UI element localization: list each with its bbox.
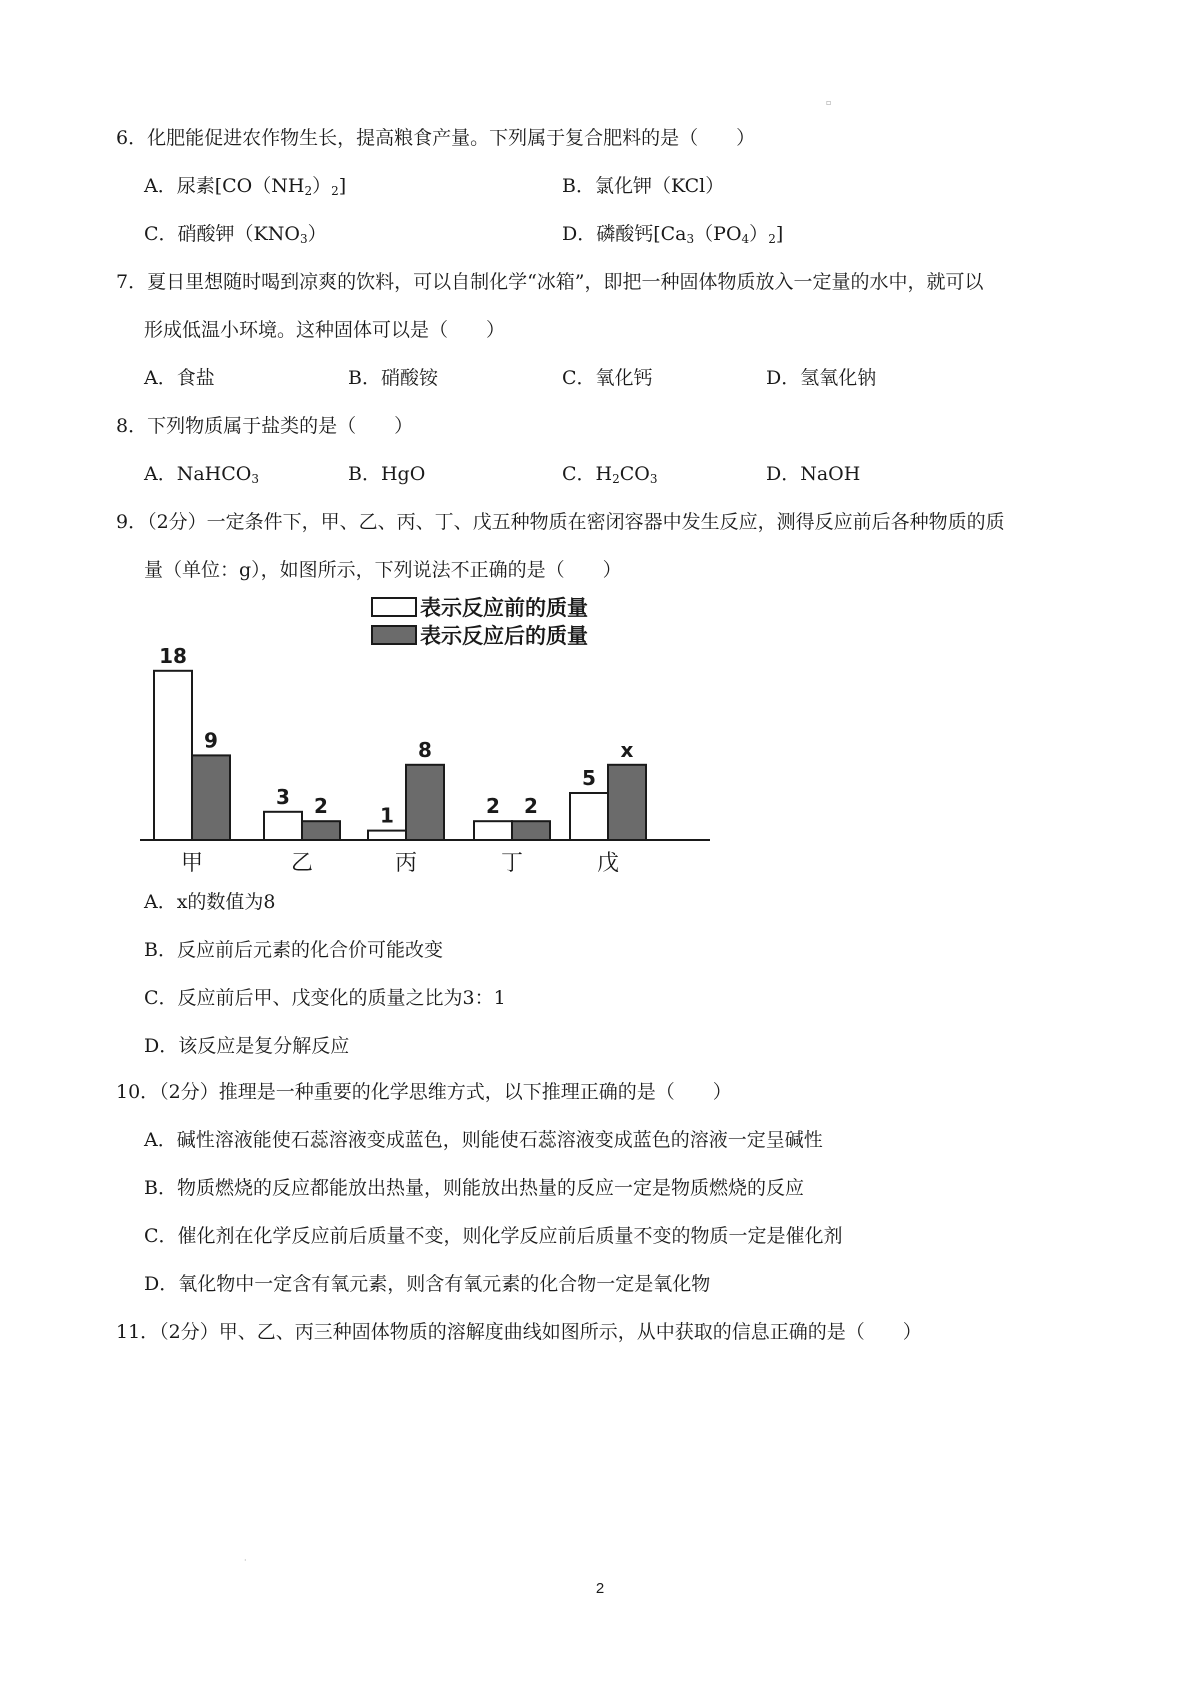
question-10-option-d: D．氧化物中一定含有氧元素，则含有氧元素的化合物一定是氧化物 [144,1273,711,1295]
question-9-option-b: B．反应前后元素的化合价可能改变 [144,939,443,961]
bar-before-3 [474,821,512,840]
question-8-option-b: B．HgO [348,463,426,485]
question-8-option-d: D．NaOH [766,463,861,485]
question-9-option-c: C．反应前后甲、戊变化的质量之比为3：1 [144,987,506,1009]
legend-label-0: 表示反应前的质量 [420,596,588,620]
bar-after-0 [192,755,230,840]
category-label-0: 甲 [180,851,204,876]
question-9-option-d: D．该反应是复分解反应 [144,1035,350,1057]
question-9-stem-line1: 9．（2分）一定条件下，甲、乙、丙、丁、戊五种物质在密闭容器中发生反应，测得反应前后各种物质的质 [116,511,1005,533]
bar-before-1 [264,812,302,840]
question-10-stem: 10．（2分）推理是一种重要的化学思维方式，以下推理正确的是（ ） [116,1081,732,1103]
mass-bar-chart [140,592,720,876]
bar-label-before-3: 2 [486,794,500,819]
question-7-option-c: C．氧化钙 [562,367,653,389]
question-10-option-a: A．碱性溶液能使石蕊溶液变成蓝色，则能使石蕊溶液变成蓝色的溶液一定呈碱性 [144,1129,823,1151]
category-label-3: 丁 [500,851,524,876]
chart-legend [372,596,588,648]
question-11-stem: 11．（2分）甲、乙、丙三种固体物质的溶解度曲线如图所示，从中获取的信息正确的是（ ） [116,1321,922,1343]
bar-before-0 [154,671,192,840]
category-label-1: 乙 [290,851,314,876]
bar-before-4 [570,793,608,840]
page-number: 2 [595,1580,605,1597]
category-label-2: 丙 [394,851,418,876]
question-7-stem-line2: 形成低温小环境。这种固体可以是（ ） [144,319,506,341]
question-7-stem-line1: 7．夏日里想随时喝到凉爽的饮料，可以自制化学“冰箱”，即把一种固体物质放入一定量的水中，就可以 [116,271,984,293]
chart-bars [154,671,646,840]
question-9-stem-line2: 量（单位：g），如图所示，下列说法不正确的是（ ） [144,559,622,581]
question-8-option-a: A．NaHCO$_3$ [144,463,259,486]
question-8-stem: 8．下列物质属于盐类的是（ ） [116,415,414,437]
question-6-option-b: B．氯化钾（KCl） [562,175,725,197]
scan-mark: · [244,1556,247,1565]
category-label-4: 戊 [596,851,620,876]
bar-label-before-1: 3 [276,784,290,809]
legend-swatch-1 [372,626,416,644]
question-7-option-b: B．硝酸铵 [348,367,438,389]
bar-label-after-2: 8 [418,737,432,762]
question-6-stem: 6．化肥能促进农作物生长，提高粮食产量。下列属于复合肥料的是（ ） [116,127,756,149]
bar-before-2 [368,831,406,840]
bar-label-after-1: 2 [314,794,328,819]
bar-label-before-2: 1 [380,803,394,828]
bar-label-before-4: 5 [582,766,596,790]
question-6-option-d: D．磷酸钙$[Ca_3(PO_4)_2]$ [562,223,784,246]
question-8-option-c: C．$H_2CO_3$ [562,463,658,486]
legend-label-1: 表示反应后的质量 [420,624,588,648]
question-7-option-a: A．食盐 [144,367,215,389]
bar-after-4 [608,765,646,840]
bar-label-after-3: 2 [524,794,538,819]
scan-mark: ▫ [826,98,832,107]
bar-label-after-4: x [620,737,634,762]
question-9-option-a: A．x的数值为8 [144,891,276,913]
bar-label-after-0: 9 [204,728,218,753]
bar-after-3 [512,821,550,840]
bar-after-2 [406,765,444,840]
question-7-option-d: D．氢氧化钠 [766,367,877,389]
question-6-option-a: A．尿素$[CO(NH_2)_2]$ [144,175,347,198]
bar-label-before-0: 18 [159,643,187,668]
bar-after-1 [302,821,340,840]
question-10-option-b: B．物质燃烧的反应都能放出热量，则能放出热量的反应一定是物质燃烧的反应 [144,1177,804,1199]
chart-category-labels [181,851,619,876]
question-10-option-c: C．催化剂在化学反应前后质量不变，则化学反应前后质量不变的物质一定是催化剂 [144,1225,843,1247]
legend-swatch-0 [372,598,416,616]
question-6-option-c: C．硝酸钾$(KNO_3)$ [144,223,327,246]
